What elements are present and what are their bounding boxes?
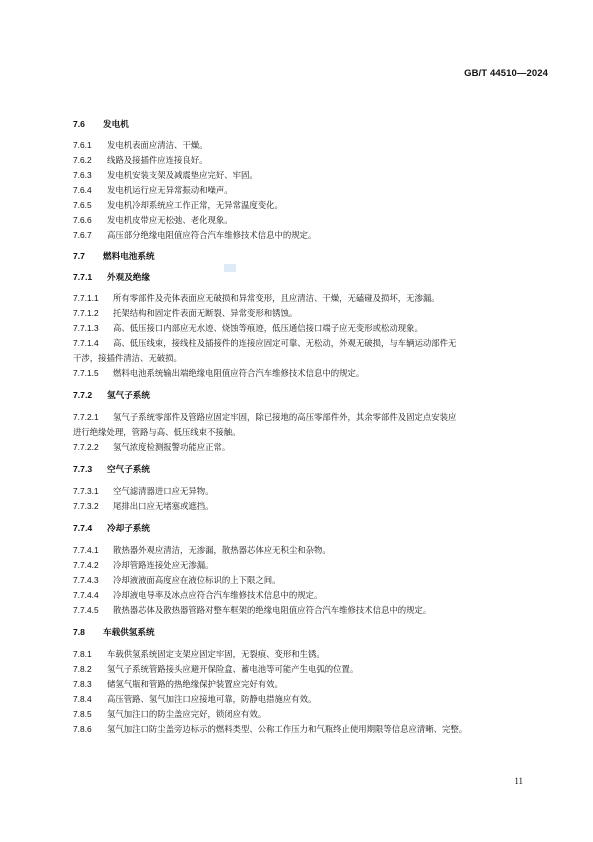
item-text: 氢气加注口的防尘盖应完好，锁闭应有效。 (107, 709, 267, 719)
section-number: 7.6 (73, 119, 85, 129)
list-item (73, 336, 551, 351)
list-item (73, 366, 551, 381)
item-number: 7.6.5 (73, 200, 92, 210)
item-number: 7.8.2 (73, 664, 92, 674)
item-number: 7.7.4.5 (73, 605, 99, 615)
section-title: 冷却子系统 (107, 524, 150, 534)
item-text: 进行绝缘处理，管路与高、低压线束不接触。 (73, 427, 241, 437)
item-number: 7.7.2.2 (73, 442, 99, 452)
list-item (73, 558, 551, 573)
item-text: 发电机安装支架及减震垫应完好、牢固。 (107, 170, 258, 180)
item-text: 车载供氢系统固定支架应固定牢固，无裂痕、变形和生锈。 (107, 649, 325, 659)
section-title: 外观及绝缘 (107, 273, 150, 283)
item-number: 7.8.1 (73, 649, 92, 659)
section-7-7-3-list (73, 484, 551, 514)
item-number: 7.7.1.5 (73, 368, 99, 378)
item-number: 7.7.1.3 (73, 323, 99, 333)
section-7-7-1-heading (73, 271, 551, 283)
list-item (73, 573, 551, 588)
section-7-7-2-list (73, 410, 551, 455)
item-text: 冷却液液面高度应在液位标识的上下限之间。 (113, 575, 281, 585)
section-7-7-4-list (73, 543, 551, 618)
item-text: 发电机表面应清洁、干燥。 (107, 140, 208, 150)
list-item (73, 228, 551, 243)
list-item-continuation (73, 351, 551, 366)
item-text: 发电机皮带应无松弛、老化现象。 (107, 215, 233, 225)
list-item (73, 291, 551, 306)
section-7-6-heading (73, 118, 551, 130)
section-7-7-2-heading (73, 389, 551, 401)
standard-code-header: GB/T 44510—2024 (464, 68, 548, 79)
item-text: 所有零部件及壳体表面应无破损和异常变形，且应清洁、干燥，无磕碰及损坏，无渗漏。 (113, 293, 440, 303)
item-text: 氢气浓度检测报警功能应正常。 (113, 442, 231, 452)
section-number: 7.7.2 (73, 390, 93, 400)
item-text: 空气滤清器进口应无异物。 (113, 486, 214, 496)
item-text: 燃料电池系统输出端绝缘电阻值应符合汽车维修技术信息中的规定。 (113, 368, 365, 378)
section-7-7-4-heading (73, 522, 551, 534)
item-text: 高压管路、氢气加注口应接地可靠，防静电措施应有效。 (107, 694, 317, 704)
item-text: 发电机运行应无异常振动和噪声。 (107, 185, 233, 195)
list-item (73, 499, 551, 514)
section-title: 车载供氢系统 (103, 628, 155, 638)
item-text: 冷却管路连接处应无渗漏。 (113, 560, 214, 570)
section-7-7-3-heading (73, 463, 551, 475)
list-item (73, 306, 551, 321)
list-item (73, 692, 551, 707)
item-text: 储氢气瓶和管路的热绝缘保护装置应完好有效。 (107, 679, 283, 689)
item-number: 7.8.6 (73, 724, 92, 734)
list-item-continuation (73, 425, 551, 440)
item-text: 冷却液电导率及冰点应符合汽车维修技术信息中的规定。 (113, 590, 323, 600)
section-7-7-1-list (73, 291, 551, 381)
document-body (73, 118, 551, 737)
list-item (73, 588, 551, 603)
item-number: 7.6.4 (73, 185, 92, 195)
item-number: 7.8.3 (73, 679, 92, 689)
list-item (73, 213, 551, 228)
page-number: 11 (514, 776, 523, 786)
list-item (73, 707, 551, 722)
item-number: 7.6.7 (73, 230, 92, 240)
item-number: 7.6.2 (73, 155, 92, 165)
item-text: 高压部分绝缘电阻值应符合汽车维修技术信息中的规定。 (107, 230, 317, 240)
item-number: 7.7.2.1 (73, 412, 99, 422)
section-number: 7.8 (73, 627, 85, 637)
item-number: 7.6.1 (73, 140, 92, 150)
section-7-6-list (73, 138, 551, 243)
section-title: 氢气子系统 (107, 391, 150, 401)
list-item (73, 662, 551, 677)
list-item (73, 138, 551, 153)
item-text: 线路及接插件应连接良好。 (107, 155, 208, 165)
section-7-8-list (73, 647, 551, 737)
section-number: 7.7.1 (73, 272, 93, 282)
list-item (73, 647, 551, 662)
list-item (73, 168, 551, 183)
section-number: 7.7.3 (73, 464, 93, 474)
item-text: 高、低压线束，接线柱及插接件的连接应固定可靠、无松动，外观无破损，与车辆运动部件无 (113, 338, 457, 348)
item-text: 氢气子系统管路接头应避开保险盒、蓄电池等可能产生电弧的位置。 (107, 664, 359, 674)
section-7-7-heading (73, 250, 551, 262)
list-item (73, 410, 551, 425)
item-number: 7.7.4.2 (73, 560, 99, 570)
item-number: 7.7.3.1 (73, 486, 99, 496)
item-text: 氢气加注口防尘盖旁边标示的燃料类型、公称工作压力和气瓶终止使用期限等信息应清晰、完整。 (107, 724, 468, 734)
item-number: 7.6.3 (73, 170, 92, 180)
item-number: 7.7.1.1 (73, 293, 99, 303)
section-title: 空气子系统 (107, 465, 150, 475)
item-number: 7.7.1.4 (73, 338, 99, 348)
item-number: 7.7.4.3 (73, 575, 99, 585)
item-number: 7.7.1.2 (73, 308, 99, 318)
section-title: 燃料电池系统 (103, 252, 155, 262)
list-item (73, 677, 551, 692)
item-text: 尾排出口应无堵塞或遮挡。 (113, 501, 214, 511)
item-text: 散热器芯体及散热器管路对整车框架的绝缘电阻值应符合汽车维修技术信息中的规定。 (113, 605, 432, 615)
item-number: 7.7.3.2 (73, 501, 99, 511)
item-text: 氢气子系统零部件及管路应固定牢固，除已接地的高压零部件外，其余零部件及固定点安装应 (113, 412, 457, 422)
list-item (73, 484, 551, 499)
list-item (73, 321, 551, 336)
list-item (73, 153, 551, 168)
item-number: 7.7.4.1 (73, 545, 99, 555)
section-number: 7.7 (73, 251, 85, 261)
item-number: 7.7.4.4 (73, 590, 99, 600)
list-item (73, 440, 551, 455)
item-text: 高、低压接口内部应无水迹、烧蚀等痕迹，低压通信接口端子应无变形或松动现象。 (113, 323, 423, 333)
list-item (73, 543, 551, 558)
item-text: 散热器外观应清洁，无渗漏，散热器芯体应无积尘和杂物。 (113, 545, 331, 555)
item-text: 托架结构和固定件表面无断裂、异常变形和锈蚀。 (113, 308, 298, 318)
item-text: 发电机冷却系统应工作正常，无异常温度变化。 (107, 200, 283, 210)
list-item (73, 603, 551, 618)
section-title: 发电机 (103, 120, 129, 130)
item-text: 干涉，接插件清洁、无破损。 (73, 353, 182, 363)
list-item (73, 722, 551, 737)
item-number: 7.8.4 (73, 694, 92, 704)
item-number: 7.6.6 (73, 215, 92, 225)
list-item (73, 183, 551, 198)
list-item (73, 198, 551, 213)
section-7-8-heading (73, 626, 551, 638)
item-number: 7.8.5 (73, 709, 92, 719)
section-number: 7.7.4 (73, 523, 93, 533)
